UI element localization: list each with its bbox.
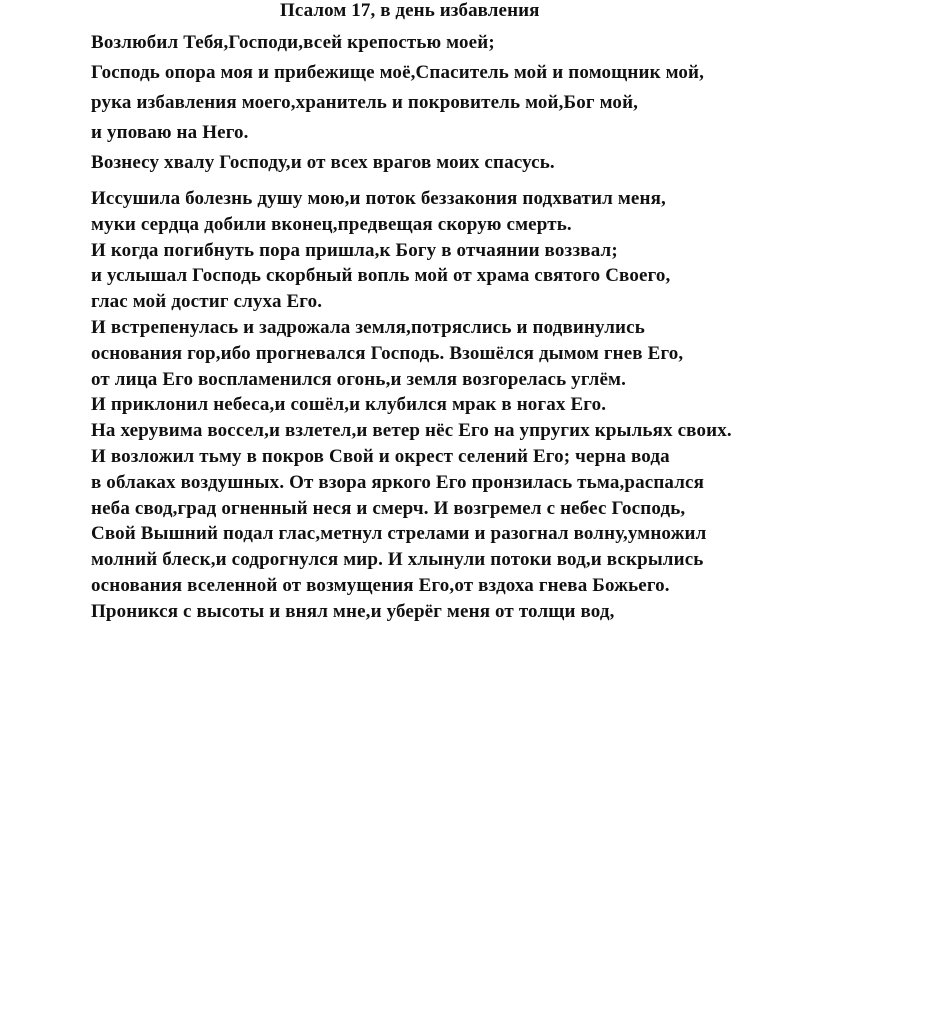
text-line: На херувима воссел,и взлетел,и ветер нёс Его на упругих крыльях своих. [91,420,732,442]
text-line: и услышал Господь скорбный вопль мой от храма святого Своего, [91,265,671,287]
text-line: И приклонил небеса,и сошёл,и клубился мрак в ногах Его. [91,394,607,416]
text-line: основания вселенной от возмущения Его,от вздоха гнева Божьего. [91,574,670,596]
stanza-2 [91,186,732,625]
document-title: Псалом 17, в день избавления [280,0,540,21]
text-line: Иссушила болезнь душу мою,и поток беззакония подхватил меня, [91,188,666,209]
text-line: и уповаю на Него. [91,122,249,143]
text-line: муки сердца добили вконец,предвещая скорую смерть. [91,213,572,235]
text-line: от лица Его воспламенился огонь,и земля возгорелась углём. [91,368,627,390]
text-line: И когда погибнуть пора пришла,к Богу в отчаянии воззвал; [91,239,618,261]
text-line: молний блеск,и содрогнулся мир. И хлынули потоки вод,и вскрылись [91,549,704,571]
text-line: И возложил тьму в покров Свой и окрест селений Его; черна вода [91,445,670,467]
text-line: рука избавления моего,хранитель и покровитель мой,Бог мой, [91,92,639,113]
text-line: основания гор,ибо прогневался Господь. Взошёлся дымом гнев Его, [91,342,684,364]
text-line: неба свод,град огненный неся и смерч. И возгремел с небес Господь, [91,497,686,519]
text-line: Проникся с высоты и внял мне,и уберёг меня от толщи вод, [91,600,615,622]
text-line: Вознесу хвалу Господу,и от всех врагов моих спасусь. [91,152,555,173]
stanza-1 [91,28,704,178]
text-line: И встрепенулась и задрожала земля,потряслись и подвинулись [91,316,645,338]
text-line: Господь опора моя и прибежище моё,Спаситель мой и помощник мой, [91,62,705,83]
text-line: в облаках воздушных. От взора яркого Его пронзилась тьма,распался [91,471,705,493]
text-line: глас мой достиг слуха Его. [91,291,323,313]
text-line: Свой Вышний подал глас,метнул стрелами и разогнал волну,умножил [91,523,707,545]
text-line: Возлюбил Тебя,Господи,всей крепостью моей; [91,32,495,53]
